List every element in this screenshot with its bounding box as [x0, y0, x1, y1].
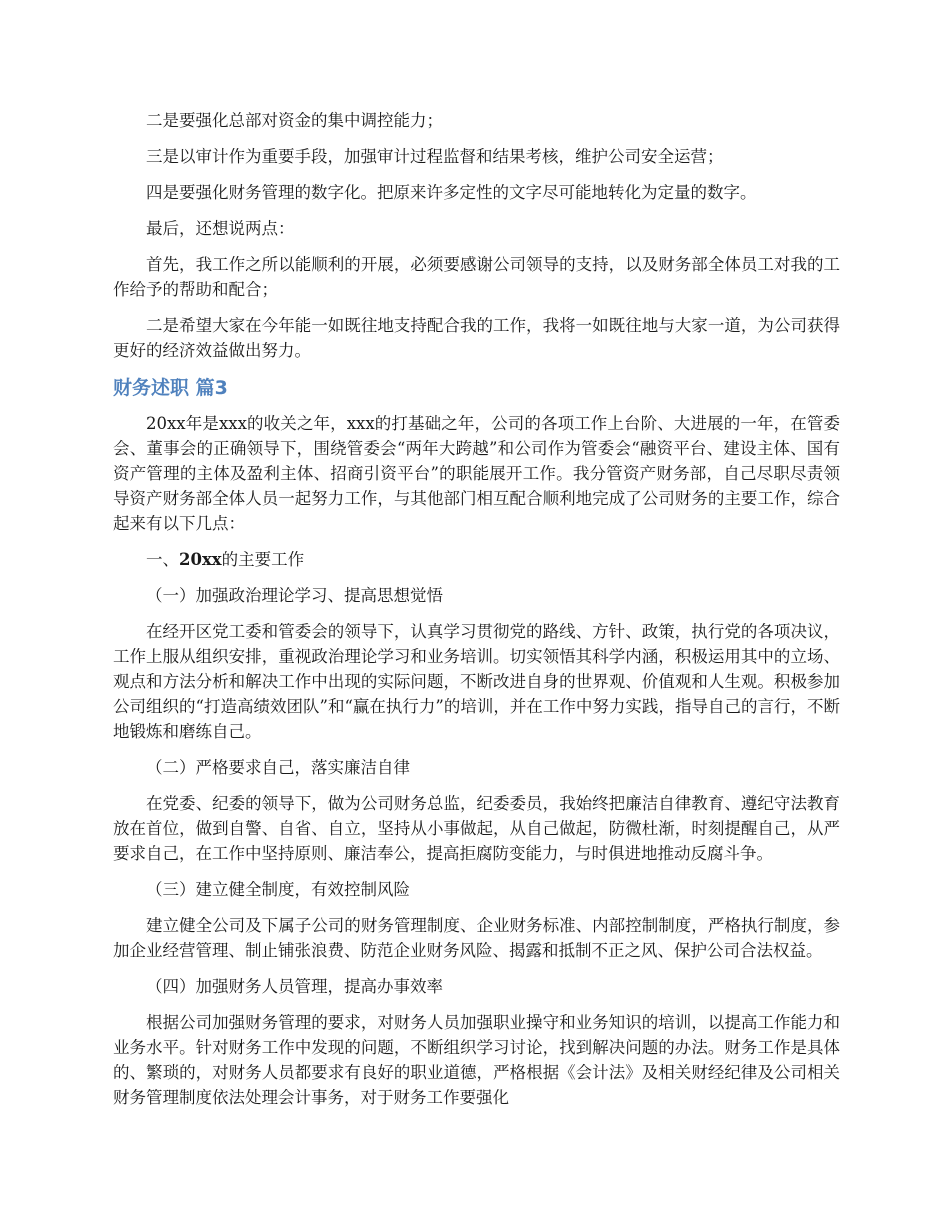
paragraph: 首先，我工作之所以能顺利的开展，必须要感谢公司领导的支持，以及财务部全体员工对我的工作给予的帮助和配合； — [113, 255, 840, 299]
paragraph: 三是以审计作为重要手段，加强审计过程监督和结果考核，维护公司安全运营； — [146, 147, 724, 166]
paragraph: 二是要强化总部对资金的集中调控能力； — [146, 111, 443, 130]
item-body: 根据公司加强财务管理的要求，对财务人员加强职业操守和业务知识的培训，以提高工作能力和业务水平。针对财务工作中发现的问题，不断组织学习讨论，找到解决问题的办法。财务工作是具体的、繁琐的，对财务人员都要求有良好的职业道德，严格根据《会计法》及相关财经纪律及公司相关财务管理制度依法处理会计事务，对于财务工作要强化 — [113, 1013, 840, 1107]
part-prefix: 一、 — [146, 550, 179, 569]
item-heading: （四）加强财务人员管理，提高办事效率 — [146, 977, 443, 996]
item-body: 在党委、纪委的领导下，做为公司财务总监，纪委委员，我始终把廉洁自律教育、遵纪守法教育放在首位，做到自警、自省、自立，坚持从小事做起，从自己做起，防微杜渐，时刻提醒自己，从严要求自己，在工作中坚持原则、廉洁奉公，提高拒腐防变能力，与时俱进地推动反腐斗争。 — [113, 794, 840, 863]
paragraph: 最后，还想说两点： — [146, 219, 295, 238]
part-heading — [113, 547, 840, 572]
paragraph: 二是希望大家在今年能一如既往地支持配合我的工作，我将一如既往地与大家一道，为公司获得更好的经济效益做出努力。 — [113, 316, 840, 360]
item-body: 在经开区党工委和管委会的领导下，认真学习贯彻党的路线、方针、政策，执行党的各项决议，工作上服从组织安排，重视政治理论学习和业务培训。切实领悟其科学内涵，积极运用其中的立场、观点和方法分析和解决工作中出现的实际问题，不断改进自身的世界观、价值观和人生观。积极参加公司组织的“打造高绩效团队”和“赢在执行力”的培训，并在工作中努力实践，指导自己的言行，不断地锻炼和磨练自己。 — [113, 622, 840, 741]
section-intro: 20xx年是xxx的收关之年，xxx的打基础之年，公司的各项工作上台阶、大进展的一年，在管委会、董事会的正确领导下，围绕管委会“两年大跨越”和公司作为管委会“融资平台、建设主体、国有资产管理的主体及盈利主体、招商引资平台”的职能展开工作。我分管资产财务部，自己尽职尽责领导资产财务部全体人员一起努力工作，与其他部门相互配合顺利地完成了公司财务的主要工作，综合起来有以下几点： — [113, 414, 840, 533]
item-heading: （三）建立健全制度，有效控制风险 — [146, 880, 410, 899]
part-year: 20xx — [179, 550, 222, 569]
paragraph: 四是要强化财务管理的数字化。把原来许多定性的文字尽可能地转化为定量的数字。 — [146, 183, 757, 202]
document-page — [113, 108, 840, 1121]
section-heading: 财务述职 篇3 — [113, 377, 228, 399]
item-heading: （一）加强政治理论学习、提高思想觉悟 — [146, 586, 443, 605]
item-heading: （二）严格要求自己，落实廉洁自律 — [146, 758, 410, 777]
part-suffix: 的主要工作 — [221, 550, 305, 569]
item-body: 建立健全公司及下属子公司的财务管理制度、企业财务标准、内部控制制度，严格执行制度，参加企业经营管理、制止铺张浪费、防范企业财务风险、揭露和抵制不正之风、保护公司合法权益。 — [113, 916, 840, 960]
